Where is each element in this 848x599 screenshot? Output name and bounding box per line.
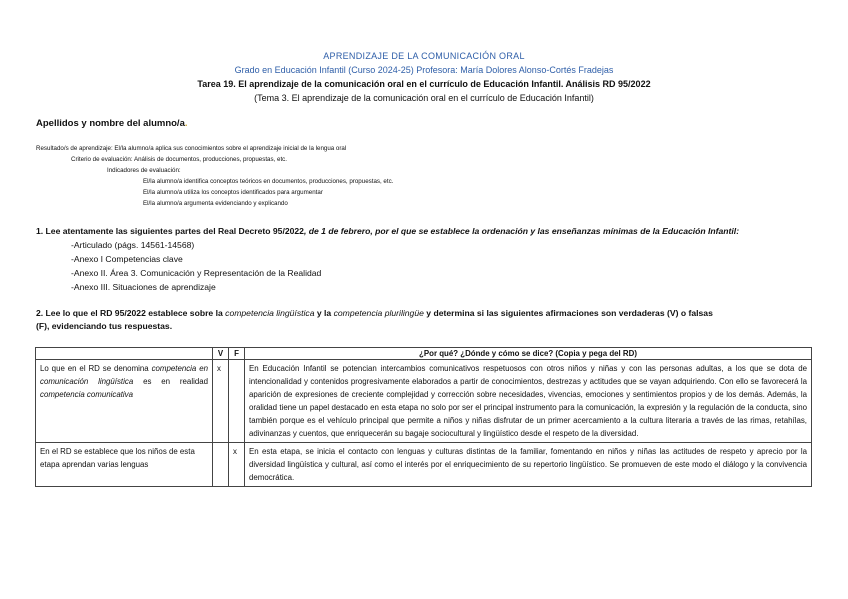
header-statement [36,348,213,360]
question-1-date: , de 1 de febrero, por el que se establece la ordenación y las enseñanzas mínimas de la Educación Infantil: [303,226,740,236]
statement-cell: En el RD se establece que los niños de esta etapa aprendan varias lenguas [36,443,213,487]
q1-list-item: -Articulado (págs. 14561-14568) [71,240,195,250]
statement-cell [36,360,213,443]
answer-cell[interactable]: En Educación Infantil se potencian intercambios comunicativos respetuosos con otros niños y niñas y con las personas adultas, a los que se dota de intencionalidad y contenidos progresivamente elaborados a partir de conocimientos, destrezas y actitudes que se vayan adquiriendo. Con ello se favorecerá la aparición de expresiones de creciente complejidad y corrección sobre necesidades, vivencias, emociones y sentimientos propios y de los demás. Además, la oralidad tiene un papel destacado en esta etapa no solo por ser el principal instrumento para la comunicación, la expresión y la regulación de la conducta, sino también porque es el vehículo principal que permite a niños y niñas disfrutar de un primer acercamiento a la cultura literaria a través de las rimas, retahílas, adivinanzas y cuentos, que enriquecerán su bagaje sociocultural y lingüístico desde el respeto de la diversidad. [245,360,812,443]
question-2-line2: (F), evidenciando tus respuestas. [36,321,173,331]
statement-term: competencia comunicativa [40,390,133,399]
q1-list-item: -Anexo I Competencias clave [71,254,183,264]
q2-text: y determina si las siguientes afirmaciones son verdaderas (V) o falsas [423,308,713,318]
topic-subtitle: (Tema 3. El aprendizaje de la comunicación oral en el currículo de Educación Infantil) [254,93,594,103]
statement-text: es en realidad [133,377,208,386]
false-mark-cell[interactable] [229,360,245,443]
true-mark-cell[interactable] [213,443,229,487]
indicator-item: El/la alumno/a identifica conceptos teóricos en documentos, producciones, propuestas, etc. [143,178,394,185]
table-row [36,443,812,487]
q2-text: 2. Lee lo que el RD 95/2022 establece sobre la [36,308,226,318]
learning-outcome: Resultado/s de aprendizaje: El/la alumno/a aplica sus conocimientos sobre el aprendizaje inicial de la lengua oral [36,145,347,152]
evaluation-criterion: Criterio de evaluación: Análisis de documentos, producciones, propuestas, etc. [71,156,287,163]
q2-term: competencia plurilingüe [333,308,424,318]
q2-term: competencia lingüística [225,308,315,318]
question-2 [36,308,713,318]
student-name-label [36,118,188,129]
answers-table [35,347,812,487]
student-name-label-text: Apellidos y nombre del alumno/a [36,118,185,129]
false-mark-cell[interactable]: x [229,443,245,487]
q1-list-item: -Anexo II. Área 3. Comunicación y Representación de la Realidad [71,268,322,278]
question-1-text: 1. Lee atentamente las siguientes partes del Real Decreto 95/2022 [36,226,304,236]
indicator-item: El/la alumno/a argumenta evidenciando y explicando [143,200,288,207]
indicator-item: El/la alumno/a utiliza los conceptos identificados para argumentar [143,189,323,196]
table-header-row [36,348,812,360]
statement-text: Lo que en el RD se denomina [40,364,152,373]
answer-cell[interactable]: En esta etapa, se inicia el contacto con lenguas y culturas distintas de la familiar, fomentando en niños y niñas las actitudes de respeto y aprecio por la diversidad lingüística y cultural, así como el interés por el enriquecimiento de su repertorio lingüístico. Se promueven de este modo el diálogo y la convivencia democrática. [245,443,812,487]
indicators-label: Indicadores de evaluación: [107,167,181,174]
header-why: ¿Por qué? ¿Dónde y cómo se dice? (Copia y pega del RD) [245,348,812,360]
task-title: Tarea 19. El aprendizaje de la comunicación oral en el currículo de Educación Infantil. Análisis RD 95/2022 [197,79,651,89]
header-true: V [213,348,229,360]
document-title: APRENDIZAJE DE LA COMUNICACIÓN ORAL [323,51,525,61]
q1-list-item: -Anexo III. Situaciones de aprendizaje [71,282,216,292]
true-mark-cell[interactable]: x [213,360,229,443]
question-1 [36,226,812,236]
header-false: F [229,348,245,360]
table-row [36,360,812,443]
q2-text: y la [314,308,334,318]
student-name-field[interactable]: . [184,118,188,129]
course-info: Grado en Educación Infantil (Curso 2024-25) Profesora: María Dolores Alonso-Cortés Fradejas [234,65,614,75]
statement-term: competencia en comunicación lingüística [40,364,208,386]
